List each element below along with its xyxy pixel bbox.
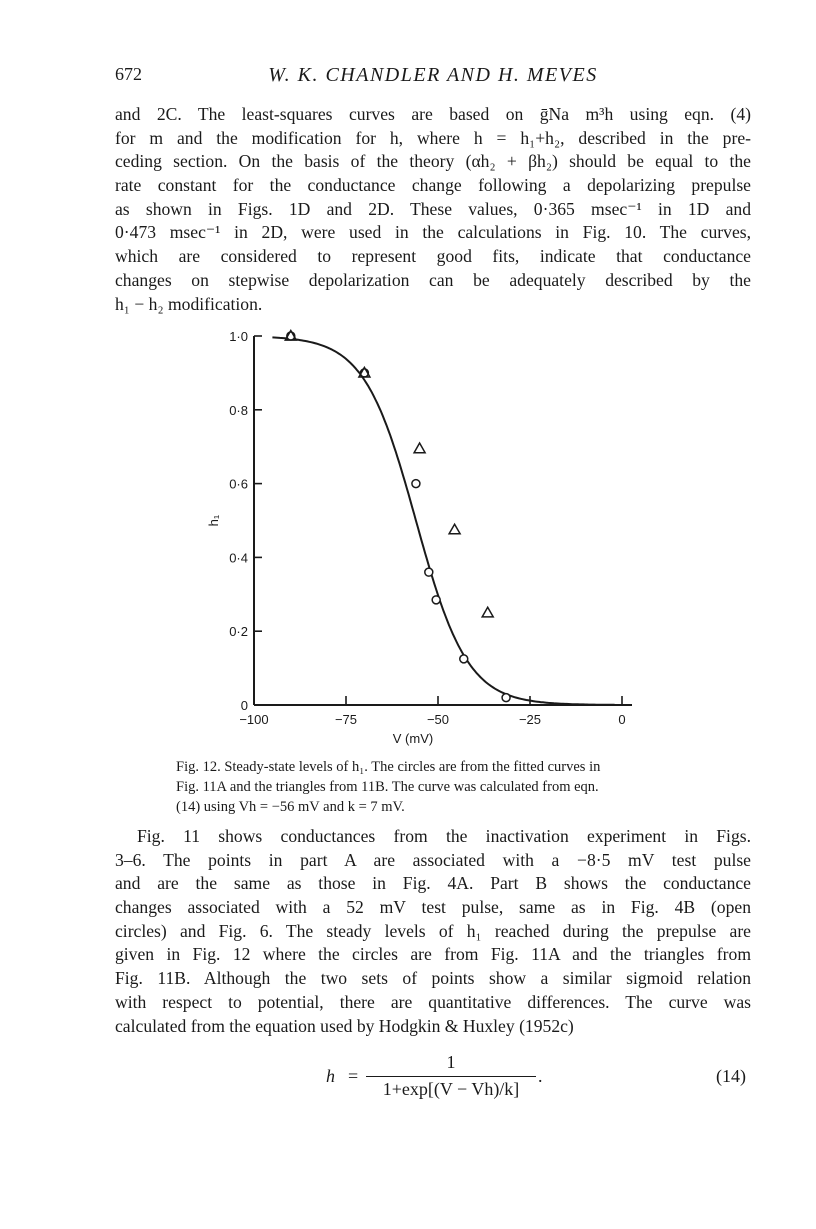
equation-number: (14) xyxy=(716,1066,746,1086)
text-line: Fig. 11B. Although the two sets of points show a similar sigmoid relation xyxy=(115,968,751,989)
text-line: changes associated with a 52 mV test pulse, same as in Fig. 4B (open xyxy=(115,897,751,918)
x-tick-label: −25 xyxy=(518,712,542,727)
text-line: rate constant for the conductance change following a depolarizing prepulse xyxy=(115,175,751,196)
text-line: with respect to potential, there are quantitative differences. The curve was xyxy=(115,991,751,1012)
circle-point xyxy=(425,568,433,576)
equation-fraction xyxy=(366,1052,536,1100)
equation-denominator: 1+exp[(V − Vh)/k] xyxy=(382,1079,520,1099)
text-line: for m and the modification for h, where h = h₁+h₂, described in the pre- xyxy=(115,127,751,148)
text-line: 3–6. The points in part A are associated with a −8·5 mV test pulse xyxy=(115,849,751,870)
text-line: which are considered to represent good fits, indicate that conductance xyxy=(115,246,751,267)
page-header xyxy=(115,64,751,94)
fitted-curve xyxy=(272,337,614,704)
y-tick-label: 0·4 xyxy=(229,550,248,566)
y-tick-label: 0 xyxy=(240,698,248,713)
paragraph-2 xyxy=(115,825,751,1038)
figure-12 xyxy=(200,320,660,750)
text-line: Fig. 11 shows conductances from the inactivation experiment in Figs. xyxy=(137,826,751,846)
text-line: ceding section. On the basis of the theory (αh₂ + βh₂) should be equal to the xyxy=(115,151,751,172)
circle-point xyxy=(502,694,510,702)
y-tick-label: 0·6 xyxy=(229,476,248,492)
text-line: and 2C. The least-squares curves are based on ḡNa m³h using eqn. (4) xyxy=(115,104,751,124)
fraction-bar xyxy=(366,1076,536,1077)
text-line: circles) and Fig. 6. The steady levels of h₁ reached during the prepulse are xyxy=(115,920,751,941)
h1-steady-state-chart xyxy=(200,320,660,750)
caption-line: Fig. 11A and the triangles from 11B. The curve was calculated from eqn. xyxy=(176,779,599,795)
equation-lhs: h xyxy=(326,1066,335,1086)
triangle-point xyxy=(449,524,460,534)
x-tick-label: −50 xyxy=(426,712,450,727)
equation-numerator: 1 xyxy=(446,1052,456,1072)
equation-14 xyxy=(326,1052,746,1112)
equation-period: . xyxy=(538,1066,543,1086)
page-number: 672 xyxy=(115,64,142,84)
circle-point xyxy=(432,596,440,604)
paragraph-1 xyxy=(115,103,751,316)
x-tick-label: 0 xyxy=(618,712,626,727)
x-tick-label: −75 xyxy=(334,712,358,727)
triangle-point xyxy=(482,607,493,617)
caption-line: (14) using Vh = −56 mV and k = 7 mV. xyxy=(176,799,405,815)
circle-point xyxy=(412,480,420,488)
text-line: 0·473 msec⁻¹ in 2D, were used in the calculations in Fig. 10. The curves, xyxy=(115,222,751,243)
text-line: changes on stepwise depolarization can be adequately described by the xyxy=(115,269,751,290)
x-axis-label: V (mV) xyxy=(392,731,434,746)
text-line: h₁ − h₂ modification. xyxy=(115,293,263,314)
text-line: calculated from the equation used by Hodgkin & Huxley (1952c) xyxy=(115,1015,574,1036)
x-tick-label: −100 xyxy=(239,712,269,727)
y-tick-label: 0·8 xyxy=(229,402,248,418)
triangle-point xyxy=(414,443,425,453)
running-title: W. K. CHANDLER AND H. MEVES xyxy=(268,64,598,86)
y-tick-label: 0·2 xyxy=(229,624,248,640)
equation-equals: = xyxy=(348,1066,359,1086)
y-axis-label: h₁ xyxy=(206,514,221,527)
y-tick-label: 1·0 xyxy=(229,329,248,344)
text-line: and are the same as those in Fig. 4A. Part B shows the conductance xyxy=(115,873,751,894)
text-line: given in Fig. 12 where the circles are from Fig. 11A and the triangles from xyxy=(115,944,751,965)
text-line: as shown in Figs. 1D and 2D. These values, 0·365 msec⁻¹ in 1D and xyxy=(115,198,751,219)
circle-point xyxy=(460,655,468,663)
figure-caption xyxy=(176,757,736,817)
caption-line: Fig. 12. Steady-state levels of h₁. The circles are from the fitted curves in xyxy=(176,759,601,775)
